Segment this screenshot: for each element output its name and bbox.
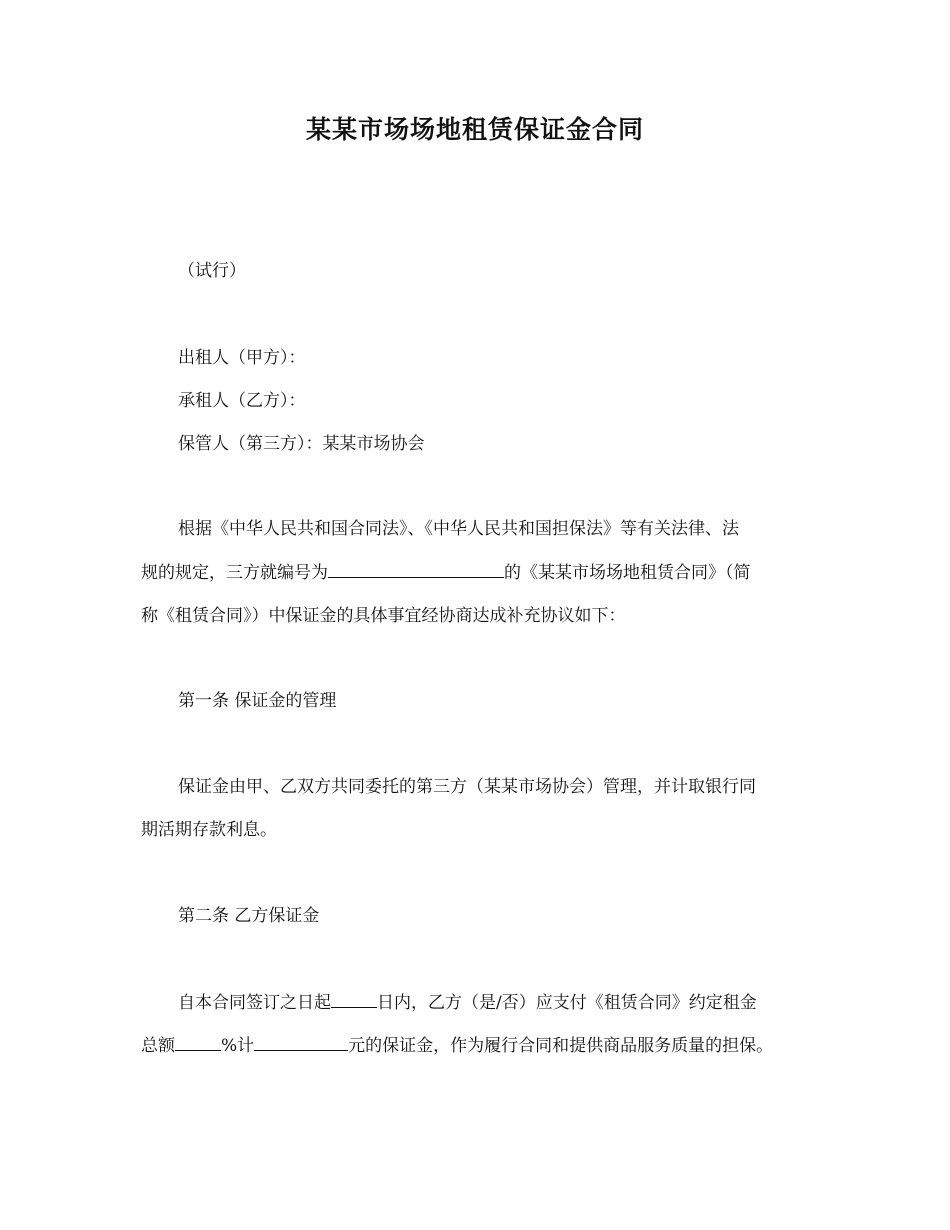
preamble-line-2-after: 的《某某市场场地租赁合同》（简 bbox=[504, 563, 751, 583]
preamble-line-1: 根据《中华人民共和国合同法》、《中华人民共和国担保法》等有关法律、法 bbox=[178, 519, 739, 539]
lessor-label: 出租人（甲方）： bbox=[178, 348, 306, 368]
contract-number-blank[interactable] bbox=[328, 561, 504, 578]
days-blank[interactable] bbox=[331, 991, 377, 1008]
article-1-heading: 第一条 保证金的管理 bbox=[178, 691, 337, 711]
article-2-line-2-after: 元的保证金，作为履行合同和提供商品服务质量的担保。 bbox=[348, 1036, 774, 1056]
article-2-line-2-middle: %计 bbox=[221, 1036, 255, 1056]
lessee-label: 承租人（乙方）： bbox=[178, 391, 306, 411]
preamble-line-3: 称《租赁合同》）中保证金的具体事宜经协商达成补充协议如下： bbox=[141, 606, 626, 626]
preamble-line-2 bbox=[141, 561, 751, 585]
percentage-blank[interactable] bbox=[175, 1034, 221, 1051]
article-2-line-1 bbox=[178, 991, 757, 1015]
trial-note: （试行） bbox=[178, 261, 246, 281]
article-2-heading: 第二条 乙方保证金 bbox=[178, 906, 320, 926]
article-2-line-1-before: 自本合同签订之日起 bbox=[178, 993, 331, 1013]
article-1-line-2: 期活期存款利息。 bbox=[141, 820, 277, 840]
amount-blank[interactable] bbox=[254, 1034, 348, 1051]
article-2-line-2 bbox=[141, 1034, 773, 1058]
document-title: 某某市场场地租赁保证金合同 bbox=[305, 115, 644, 144]
custodian-name: 某某市场协会 bbox=[322, 434, 425, 454]
preamble-line-2-before: 规的规定，三方就编号为 bbox=[141, 563, 328, 583]
article-2-line-2-before: 总额 bbox=[141, 1036, 175, 1056]
custodian-line bbox=[178, 432, 425, 456]
article-2-line-1-after: 日内，乙方（是/否）应支付《租赁合同》约定租金 bbox=[377, 993, 757, 1013]
custodian-label: 保管人（第三方）： bbox=[178, 434, 323, 454]
article-1-line-1: 保证金由甲、乙双方共同委托的第三方（某某市场协会）管理，并计取银行同 bbox=[178, 777, 756, 797]
